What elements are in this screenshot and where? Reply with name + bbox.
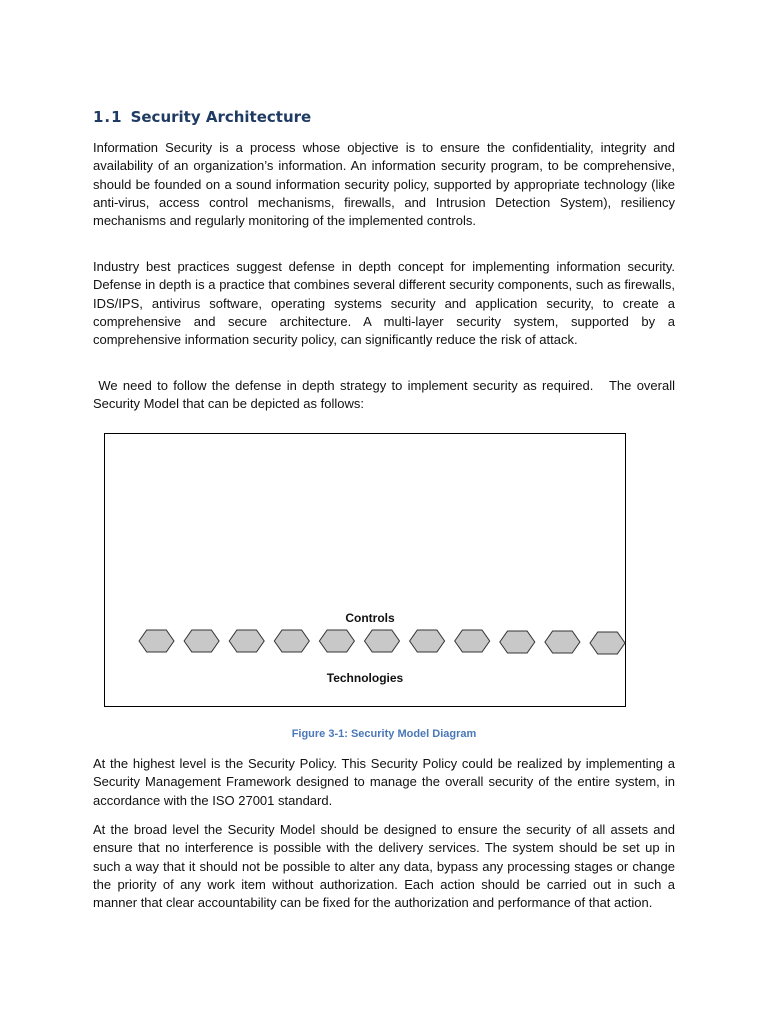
paragraph-security-model-design: At the broad level the Security Model should be designed to ensure the security of all assets and ensure that no interference is possible with the delivery services. The system should be set up in such a way that it should not be possible to alter any data, bypass any processing stages or change the priority of any work item without authorization. Each action should be carried out in such a manner that clear accountability can be fixed for the authorization and performance of that action. bbox=[93, 822, 675, 911]
controls-label: Controls bbox=[345, 611, 395, 625]
hexagon-shape bbox=[545, 631, 580, 653]
section-heading bbox=[93, 108, 311, 126]
hexagon-shape bbox=[319, 630, 354, 652]
hexagon-shape bbox=[365, 630, 400, 652]
hexagon-shape bbox=[590, 632, 625, 654]
section-title: Security Architecture bbox=[130, 108, 312, 126]
hexagon-shape bbox=[229, 630, 264, 652]
paragraph-defense-in-depth: Industry best practices suggest defense in depth concept for implementing information security. Defense in depth is a practice that combines several different security components, such as firewalls, IDS/IPS, antivirus software, operating systems security and application security, to create a comprehensive and secure architecture. A multi-layer security system, supported by a comprehensive information security policy, can significantly reduce the risk of attack. bbox=[93, 259, 675, 348]
figure-caption: Figure 3-1: Security Model Diagram bbox=[291, 728, 477, 740]
security-model-diagram bbox=[104, 433, 626, 707]
hexagon-shape bbox=[455, 630, 490, 652]
hexagon-shape bbox=[410, 630, 445, 652]
paragraph-security-model-intro: We need to follow the defense in depth strategy to implement security as required. The overall Security Model that can be depicted as follows: bbox=[93, 378, 679, 412]
hexagon-shape bbox=[274, 630, 309, 652]
hexagon-row bbox=[105, 434, 627, 708]
paragraph-security-policy: At the highest level is the Security Policy. This Security Policy could be realized by implementing a Security Management Framework designed to manage the overall security of the entire system, in accordance with the ISO 27001 standard. bbox=[93, 756, 675, 808]
hexagon-shape bbox=[139, 630, 174, 652]
hexagon-shape bbox=[500, 631, 535, 653]
section-number: 1.1 bbox=[93, 108, 123, 126]
hexagon-shape bbox=[184, 630, 219, 652]
paragraph-information-security: Information Security is a process whose objective is to ensure the confidentiality, integrity and availability of an organization’s information. An information security program, to be comprehensive, should be founded on a sound information security policy, supported by appropriate technology (like anti-virus, access control mechanisms, firewalls, and Intrusion Detection System), resiliency mechanisms and regularly monitoring of the implemented controls. bbox=[93, 140, 675, 229]
technologies-label: Technologies bbox=[326, 671, 404, 685]
